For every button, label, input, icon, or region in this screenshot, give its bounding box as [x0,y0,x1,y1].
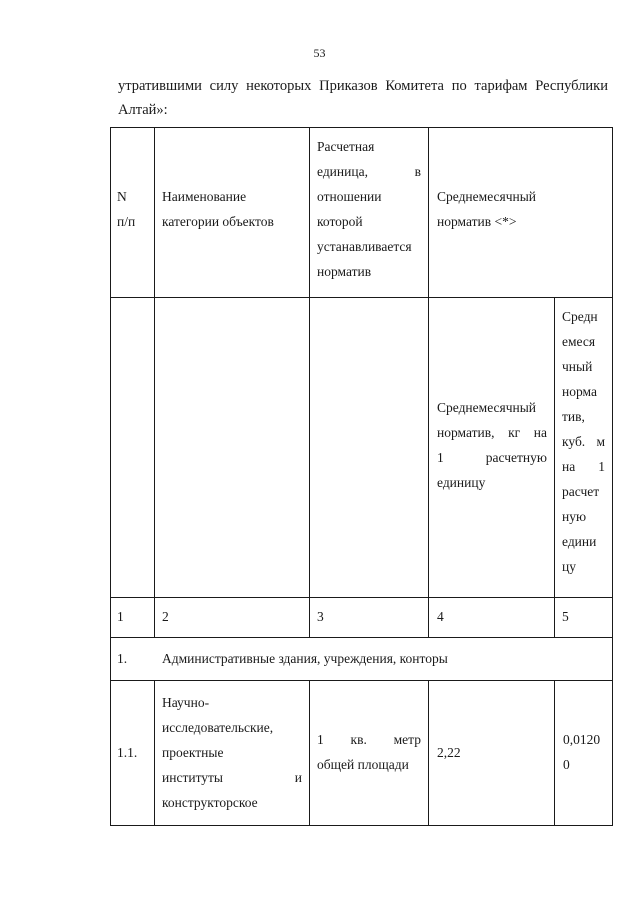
table-border [554,680,555,826]
subheader-kg-norm: Среднемесячный норматив, кг на 1 расчетную единицу [437,400,547,490]
row-m3-value: 0,0120 0 [563,732,601,772]
table-border [110,637,613,638]
intro-line-1: утратившими силу некоторых Приказов Комитета по тарифам Республики [118,78,608,94]
table-border [309,127,310,638]
section-number: 1. [117,651,128,666]
table-border [428,127,429,638]
header-col-unit: Расчетная единица, в отношении которой устанавливается норматив [317,139,421,279]
row-kg-value: 2,22 [437,745,461,760]
table-border [612,127,613,826]
page-number: 53 [313,46,326,60]
table-border [110,297,613,298]
header-col-number: N п/п [117,189,136,229]
table-border [554,297,555,638]
header-col-monthly-norm: Среднемесячный норматив <*> [437,189,537,229]
column-number-2: 2 [162,609,169,624]
section-title: Административные здания, учреждения, конторы [162,651,448,666]
row-unit: 1 кв. метр общей площади [317,732,421,772]
column-number-3: 3 [317,609,324,624]
header-col-name: Наименование категории объектов [162,189,274,229]
table-border [154,127,155,638]
intro-paragraph [118,74,608,122]
table-border [428,680,429,826]
intro-line-2: Алтай»: [118,102,168,118]
table-border [309,680,310,826]
table-border [110,127,111,826]
table-border [110,127,613,128]
row-number: 1.1. [117,745,138,760]
table-border [110,680,613,681]
row-object-name: Научно- исследовательские, проектные институты и конструкторское [162,695,302,810]
table-border [110,825,613,826]
column-number-4: 4 [437,609,444,624]
column-number-5: 5 [562,609,569,624]
column-number-1: 1 [117,609,124,624]
table-border [154,680,155,826]
subheader-m3-norm: Средн емеся чный норма тив, куб. м на 1 расчет ную едини цу [562,309,605,574]
table-border [110,597,613,598]
